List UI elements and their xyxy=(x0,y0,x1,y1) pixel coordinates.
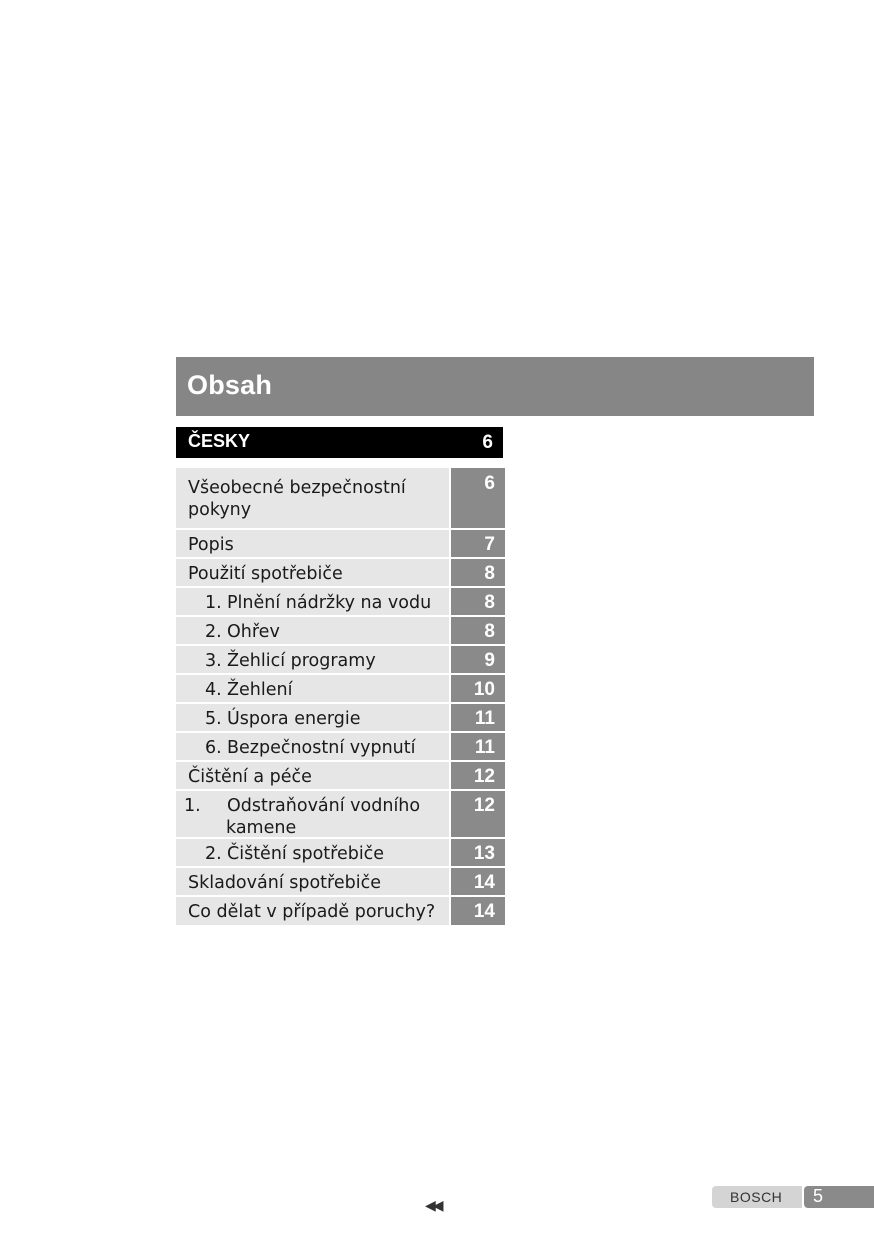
toc-entry-number: 4. xyxy=(205,680,222,700)
toc-entry-number: 1. xyxy=(205,593,222,613)
page-title: Obsah xyxy=(187,370,273,400)
toc-subentry-energy-saving[interactable] xyxy=(176,704,505,731)
toc-subentry-ironing[interactable] xyxy=(176,675,505,702)
toc-entry-label: Použití spotřebiče xyxy=(176,559,449,586)
toc-entry-label: Čištění a péče xyxy=(176,762,449,789)
toc-entry-text: Žehlicí programy xyxy=(227,651,376,671)
toc-entry-cleaning-care[interactable] xyxy=(176,762,505,789)
toc-entry-label xyxy=(176,839,449,866)
toc-entry-page: 14 xyxy=(451,868,505,895)
toc-entry-troubleshooting[interactable] xyxy=(176,897,505,925)
toc-entry-number: 5. xyxy=(205,709,222,729)
toc-entry-label xyxy=(176,617,449,644)
toc-subentry-cleaning-appliance[interactable] xyxy=(176,839,505,866)
section-header-czech[interactable] xyxy=(176,427,503,458)
contents-title-bar xyxy=(176,357,814,416)
toc-subentry-ironing-programs[interactable] xyxy=(176,646,505,673)
toc-subentry-heating[interactable] xyxy=(176,617,505,644)
toc-entry-page: 11 xyxy=(451,704,505,731)
toc-subentry-descaling[interactable] xyxy=(176,791,505,837)
toc-entry-text: Úspora energie xyxy=(227,709,361,729)
toc-entry-page: 8 xyxy=(451,588,505,615)
toc-entry-page: 12 xyxy=(451,762,505,789)
toc-entry-page: 8 xyxy=(451,617,505,644)
toc-entry-label xyxy=(176,646,449,673)
toc-subentry-safety-shutoff[interactable] xyxy=(176,733,505,760)
toc-entry-page: 11 xyxy=(451,733,505,760)
page-number: 5 xyxy=(813,1186,824,1206)
toc-entry-page: 12 xyxy=(451,791,505,837)
toc-entry-number: 2. xyxy=(205,844,222,864)
footer-brand-tab xyxy=(712,1186,802,1208)
toc-entry-label: Všeobecné bezpečnostní pokyny xyxy=(176,468,449,528)
toc-entry-text: Odstraňování vodního kamene xyxy=(226,796,421,838)
toc-entry-label: Popis xyxy=(176,530,449,557)
toc-entry-number: 3. xyxy=(205,651,222,671)
toc-entry-page: 9 xyxy=(451,646,505,673)
toc-entry-page: 13 xyxy=(451,839,505,866)
toc-entry-text: Plnění nádržky na vodu xyxy=(227,593,432,613)
toc-entry-label xyxy=(176,791,449,837)
toc-entry-safety[interactable] xyxy=(176,468,505,528)
section-page-number: 6 xyxy=(482,432,493,453)
toc-entry-number: 6. xyxy=(205,738,222,758)
previous-language-icon[interactable]: ◀◀ xyxy=(425,1198,441,1214)
toc-entry-page: 7 xyxy=(451,530,505,557)
toc-entry-number: 1. xyxy=(184,796,201,816)
toc-entry-label xyxy=(176,588,449,615)
toc-entry-text: Ohřev xyxy=(227,622,280,642)
toc-entry-label xyxy=(176,704,449,731)
table-of-contents xyxy=(176,468,505,927)
toc-entry-label xyxy=(176,675,449,702)
toc-entry-page: 8 xyxy=(451,559,505,586)
footer-page-tab xyxy=(804,1186,874,1208)
brand-name: BOSCH xyxy=(730,1189,783,1205)
toc-entry-label xyxy=(176,733,449,760)
toc-entry-label: Skladování spotřebiče xyxy=(176,868,449,895)
toc-entry-storage[interactable] xyxy=(176,868,505,895)
toc-entry-text: Bezpečnostní vypnutí xyxy=(227,738,416,758)
toc-entry-page: 6 xyxy=(451,468,505,528)
toc-entry-usage[interactable] xyxy=(176,559,505,586)
toc-entry-text: Čištění spotřebiče xyxy=(227,844,385,864)
toc-entry-page: 10 xyxy=(451,675,505,702)
section-label: ČESKY xyxy=(188,431,251,451)
toc-entry-text: Žehlení xyxy=(227,680,293,700)
toc-entry-page: 14 xyxy=(451,897,505,925)
toc-entry-number: 2. xyxy=(205,622,222,642)
toc-subentry-fill-tank[interactable] xyxy=(176,588,505,615)
toc-entry-description[interactable] xyxy=(176,530,505,557)
toc-entry-label: Co dělat v případě poruchy? xyxy=(176,897,449,925)
